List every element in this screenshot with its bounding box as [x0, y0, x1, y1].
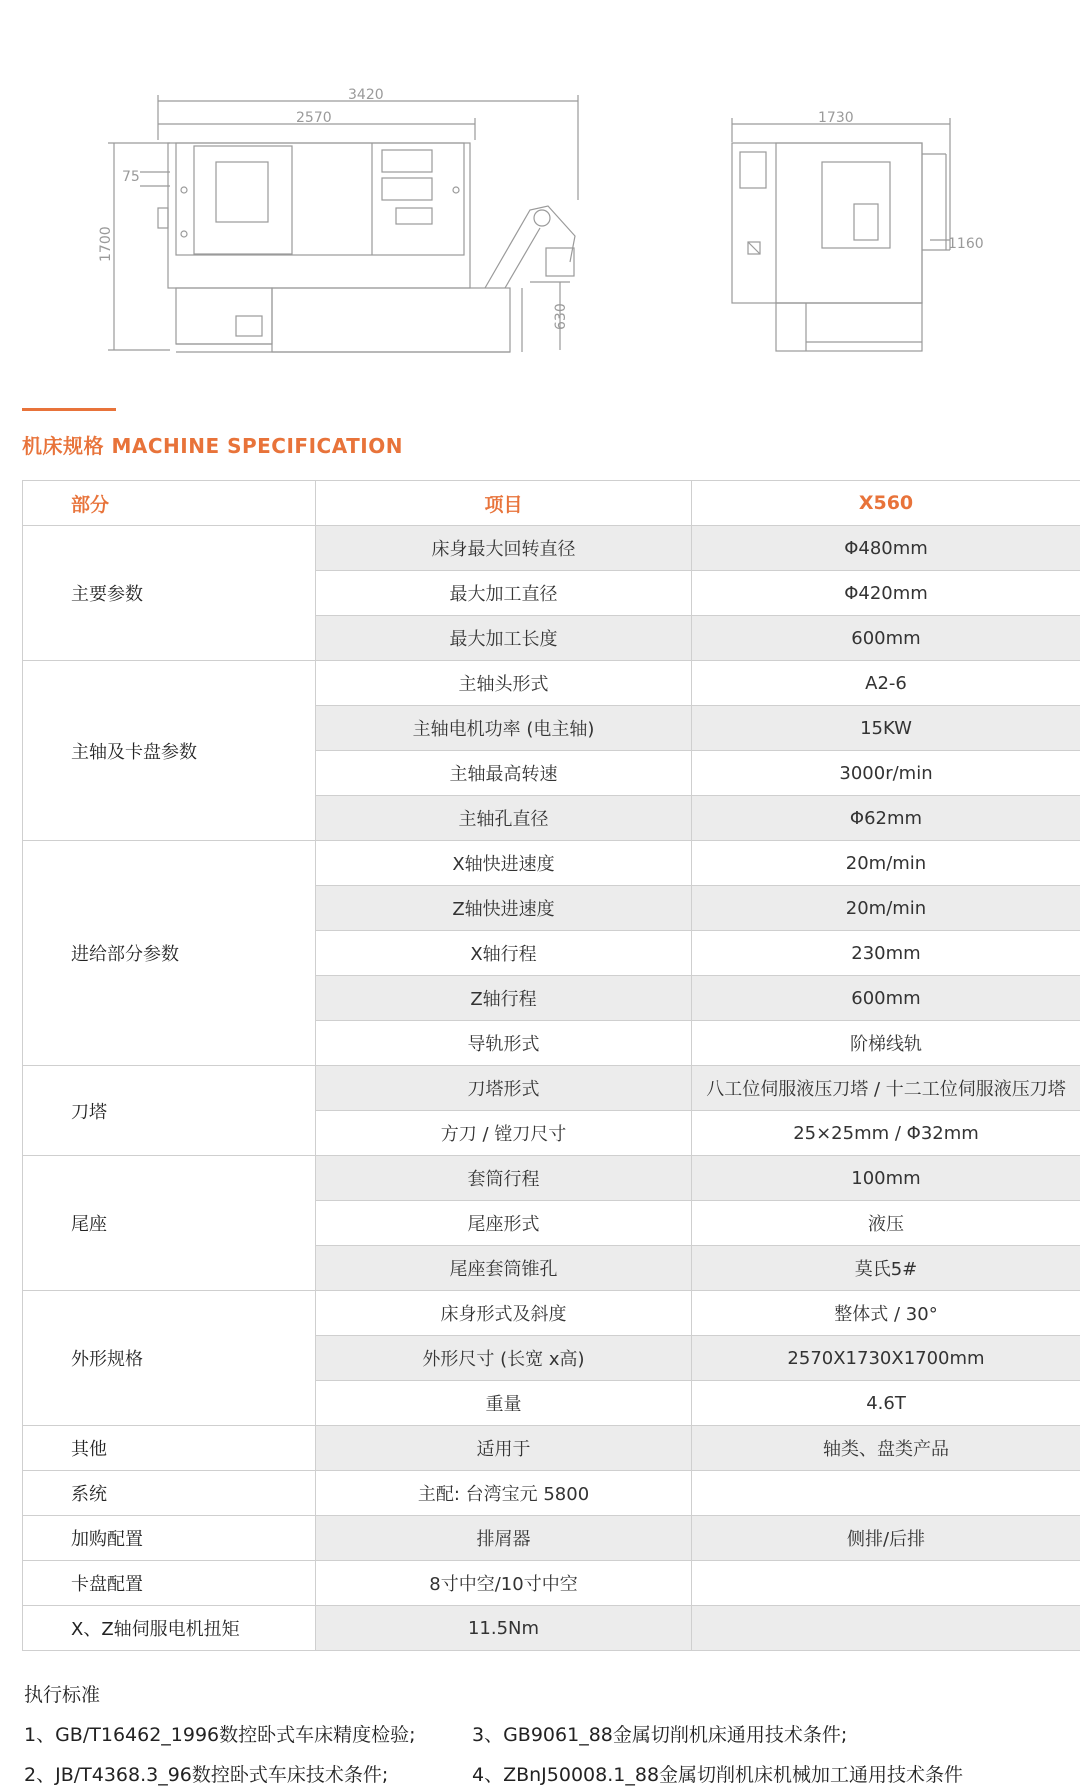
value-cell: 八工位伺服液压刀塔 / 十二工位伺服液压刀塔 [692, 1066, 1080, 1111]
item-cell: 主轴电机功率 (电主轴) [316, 706, 692, 751]
item-cell: 主轴孔直径 [316, 796, 692, 841]
part-cell: 加购配置 [23, 1516, 316, 1561]
value-cell: 100mm [692, 1156, 1080, 1201]
item-cell: 床身形式及斜度 [316, 1291, 692, 1336]
standards-title: 执行标准 [24, 1684, 101, 1706]
dim-1730: 1730 [818, 110, 854, 126]
value-cell: 15KW [692, 706, 1080, 751]
item-cell: Z轴快进速度 [316, 886, 692, 931]
item-cell: 最大加工直径 [316, 571, 692, 616]
value-cell: 600mm [692, 976, 1080, 1021]
table-row [23, 1516, 1080, 1561]
value-cell [692, 1561, 1080, 1606]
value-cell: 20m/min [692, 841, 1080, 886]
dim-3420: 3420 [348, 87, 384, 103]
part-cell: X、Z轴伺服电机扭矩 [23, 1606, 316, 1651]
value-cell: 3000r/min [692, 751, 1080, 796]
table-row [23, 1066, 1080, 1111]
item-cell: 方刀 / 镗刀尺寸 [316, 1111, 692, 1156]
item-cell: 排屑器 [316, 1516, 692, 1561]
item-cell: 重量 [316, 1381, 692, 1426]
table-row [23, 841, 1080, 886]
item-cell: 导轨形式 [316, 1021, 692, 1066]
value-cell: Φ480mm [692, 526, 1080, 571]
dim-1700: 1700 [98, 226, 114, 262]
table-row [23, 1561, 1080, 1606]
section-accent-bar [22, 408, 116, 411]
item-cell: 尾座形式 [316, 1201, 692, 1246]
part-cell: 外形规格 [23, 1291, 316, 1426]
dim-75: 75 [122, 169, 140, 185]
table-row [23, 1606, 1080, 1651]
part-cell: 主轴及卡盘参数 [23, 661, 316, 841]
spec-table [22, 480, 1080, 1651]
value-cell: 230mm [692, 931, 1080, 976]
item-cell: 主轴最高转速 [316, 751, 692, 796]
value-cell [692, 1606, 1080, 1651]
value-cell: 莫氏5# [692, 1246, 1080, 1291]
table-row [23, 1156, 1080, 1201]
table-row [23, 1291, 1080, 1336]
dim-1160: 1160 [948, 236, 984, 252]
table-row [23, 1471, 1080, 1516]
value-cell [692, 1471, 1080, 1516]
part-cell: 尾座 [23, 1156, 316, 1291]
section-title: 机床规格 MACHINE SPECIFICATION [22, 434, 403, 458]
item-cell: X轴快进速度 [316, 841, 692, 886]
item-cell: 主轴头形式 [316, 661, 692, 706]
standard-item: 1、GB/T16462_1996数控卧式车床精度检验; [24, 1724, 416, 1746]
value-cell: 600mm [692, 616, 1080, 661]
value-cell: Φ420mm [692, 571, 1080, 616]
spec-table-body [23, 526, 1080, 1651]
part-cell: 系统 [23, 1471, 316, 1516]
value-cell: 20m/min [692, 886, 1080, 931]
item-cell: 尾座套筒锥孔 [316, 1246, 692, 1291]
table-row [23, 661, 1080, 706]
item-cell: Z轴行程 [316, 976, 692, 1021]
value-cell: A2-6 [692, 661, 1080, 706]
header-part: 部分 [23, 481, 316, 526]
header-item: 项目 [316, 481, 692, 526]
item-cell: 套筒行程 [316, 1156, 692, 1201]
item-cell: 8寸中空/10寸中空 [316, 1561, 692, 1606]
part-cell: 卡盘配置 [23, 1561, 316, 1606]
value-cell: Φ62mm [692, 796, 1080, 841]
value-cell: 整体式 / 30° [692, 1291, 1080, 1336]
value-cell: 液压 [692, 1201, 1080, 1246]
table-row [23, 526, 1080, 571]
value-cell: 轴类、盘类产品 [692, 1426, 1080, 1471]
standard-item: 2、JB/T4368.3_96数控卧式车床技术条件; [24, 1764, 389, 1786]
table-header-row [23, 481, 1080, 526]
machine-drawing-svg [0, 0, 1080, 380]
item-cell: 主配: 台湾宝元 5800 [316, 1471, 692, 1516]
part-cell: 进给部分参数 [23, 841, 316, 1066]
item-cell: 适用于 [316, 1426, 692, 1471]
value-cell: 25×25mm / Φ32mm [692, 1111, 1080, 1156]
dim-2570: 2570 [296, 110, 332, 126]
machine-drawings [0, 0, 1080, 380]
item-cell: 外形尺寸 (长宽 x高) [316, 1336, 692, 1381]
item-cell: 11.5Nm [316, 1606, 692, 1651]
dim-630: 630 [553, 303, 569, 330]
part-cell: 刀塔 [23, 1066, 316, 1156]
item-cell: 刀塔形式 [316, 1066, 692, 1111]
header-model: X560 [692, 481, 1080, 526]
value-cell: 4.6T [692, 1381, 1080, 1426]
value-cell: 侧排/后排 [692, 1516, 1080, 1561]
part-cell: 其他 [23, 1426, 316, 1471]
part-cell: 主要参数 [23, 526, 316, 661]
value-cell: 2570X1730X1700mm [692, 1336, 1080, 1381]
value-cell: 阶梯线轨 [692, 1021, 1080, 1066]
item-cell: 床身最大回转直径 [316, 526, 692, 571]
standard-item: 3、GB9061_88金属切削机床通用技术条件; [472, 1724, 848, 1746]
item-cell: 最大加工长度 [316, 616, 692, 661]
item-cell: X轴行程 [316, 931, 692, 976]
table-row [23, 1426, 1080, 1471]
standard-item: 4、ZBnJ50008.1_88金属切削机床机械加工通用技术条件 [472, 1764, 964, 1786]
